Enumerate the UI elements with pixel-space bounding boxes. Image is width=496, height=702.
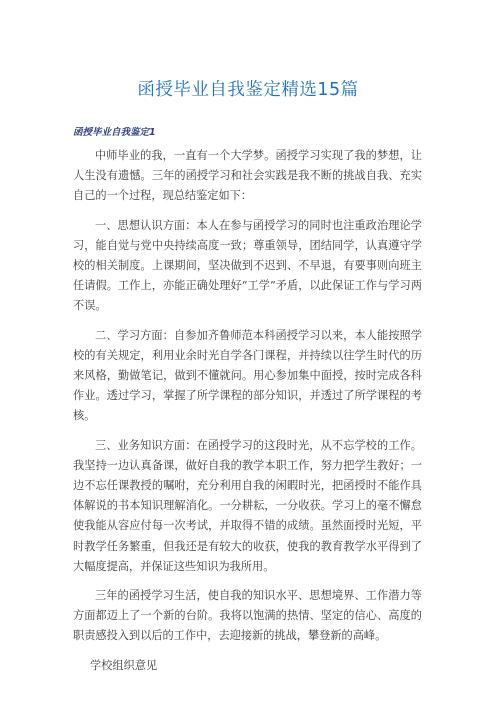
section-heading: 函授毕业自我鉴定1 — [73, 127, 156, 138]
school-opinion-label: 学校组织意见 — [90, 658, 158, 672]
paragraph-professional: 三、业务知识方面：在函授学习的这段时光，从不忘学校的工作。我坚持一边认真备课，做好自我的教学本职工作，努力把学生教好；一边不忘任课教授的嘱咐，充分利用自我的闲暇时光，把函授时不能作具体解说的书本知识理解消化。一分耕耘，一分收获。学习上的毫不懈怠使我能从容应付每一次考试，并取得不错的成绩。虽然面授时光短，平时教学任务繁重，但我还是有较大的收获，使我的教育教学水平得到了大幅度提高，并保证这些知识为我所用。 — [73, 438, 422, 573]
document-body — [73, 146, 422, 676]
paragraph-conclusion: 三年的函授学习生活，使自我的知识水平、思想境界、工作潜力等方面都迈上了一个新的台阶。我将以饱满的热情、坚定的信心、高度的职责感投入到以后的工作中，去迎接新的挑战，攀登新的高峰。 — [73, 589, 422, 643]
paragraph-intro: 中师毕业的我，一直有一个大学梦。函授学习实现了我的梦想，让人生没有遗憾。三年的函授学习和社会实践是我不断的挑战自我、充实自己的一个过程，现总结鉴定如下： — [73, 149, 422, 203]
paragraph-study: 二、学习方面：自参加齐鲁师范本科函授学习以来，本人能按照学校的有关规定，利用业余时光自学各门课程，并持续以往学生时代的历来风格，勤做笔记，做到不懂就问。用心参加集中面授，按时完成各科作业。透过学习，掌握了所学课程的部分知识，并透过了所学课程的考核。 — [73, 328, 422, 423]
document-title: 函授毕业自我鉴定精选15篇 — [137, 80, 359, 100]
paragraph-ideology: 一、思想认识方面：本人在参与函授学习的同时也注重政治理论学习，能自觉与党中央持续高度一致；尊重领导，团结同学，认真遵守学校的相关制度。上课期间，坚决做到不迟到、不早退，有要事则向班主任请假。工作上，亦能正确处理好“工学”矛盾，以此保证工作与学习两不误。 — [73, 218, 422, 313]
